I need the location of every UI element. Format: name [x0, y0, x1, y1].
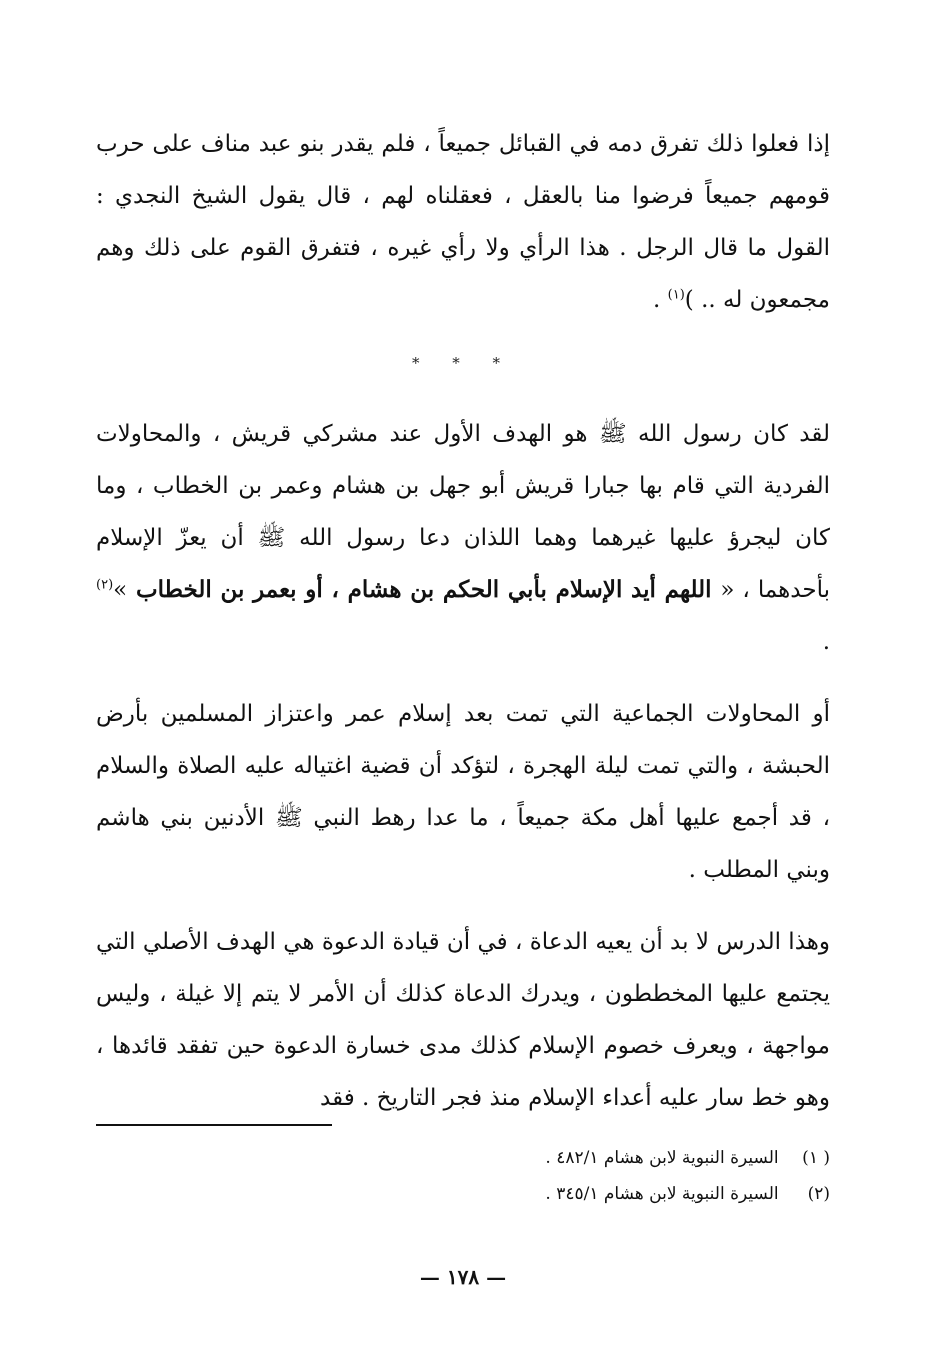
footnote-2 — [96, 1176, 830, 1212]
paragraph-4: وهذا الدرس لا بد أن يعيه الدعاة ، في أن قيادة الدعوة هي الهدف الأصلي التي يجتمع عليها المخططون ، ويدرك الدعاة كذلك أن الأمر لا يتم إلا غيلة ، وليس مواجهة ، ويعرف خصوم الإسلام كذلك مدى خسارة الدعوة حين تفقد قائدها ، وهو خط سار عليه أعداء الإسلام منذ فجر التاريخ . فقد — [96, 929, 830, 1111]
footnotes — [96, 1140, 830, 1212]
paragraph-2-end: . — [822, 629, 830, 655]
footnote-ref-2[interactable]: (٢) — [96, 577, 114, 593]
footnote-ref-1[interactable]: (١) — [667, 287, 685, 303]
footnote-1-mark: ( ١) — [802, 1148, 830, 1168]
footnote-2-mark: (٢) — [807, 1184, 830, 1204]
footnote-1 — [96, 1140, 830, 1176]
paragraph-2-text: لقد كان رسول الله ﷺ هو الهدف الأول عند مشركي قريش ، والمحاولات الفردية التي قام بها جبارا قريش أبو جهل بن هشام وعمر بن الخطاب ، وما كان ليجرؤ عليها غيرهما وهما اللذان دعا رسول الله ﷺ أن يعزّ الإسلام بأحدهما ، « — [96, 421, 830, 603]
main-text — [96, 118, 830, 1124]
footnote-2-text: السيرة النبوية لابن هشام ٣٤٥/١ . — [545, 1184, 779, 1204]
paragraph-3: أو المحاولات الجماعية التي تمت بعد إسلام عمر واعتزاز المسلمين بأرض الحبشة ، والتي تمت ليلة الهجرة ، لتؤكد أن قضية اغتياله عليه الصلاة والسلام ، قد أجمع عليها أهل مكة جميعاً ، ما عدا رهط النبي ﷺ الأدنين بني هاشم وبني المطلب . — [96, 701, 830, 883]
quote-close: » — [113, 577, 128, 603]
paragraph-2 — [96, 408, 830, 668]
paragraph-1 — [96, 118, 830, 326]
section-separator: * * * — [411, 354, 515, 372]
paragraph-1-text: إذا فعلوا ذلك تفرق دمه في القبائل جميعاً ، فلم يقدر بنو عبد مناف على حرب قومهم جميعاً فرضوا منا بالعقل ، فعقلناه لهم ، قال يقول الشيخ النجدي : القول ما قال الرجل . هذا الرأي ولا رأي غيره ، فتفرق القوم على ذلك وهم مجمعون له .. ) — [96, 131, 830, 313]
hadith-quote: اللهم أيد الإسلام بأبي الحكم بن هشام ، أو بعمر بن الخطاب — [127, 576, 721, 603]
paragraph-1-end: . — [653, 287, 668, 313]
page-number: — ١٧٨ — — [419, 1265, 507, 1289]
footnote-1-text: السيرة النبوية لابن هشام ٤٨٢/١ . — [545, 1148, 779, 1168]
footnote-divider — [96, 1124, 332, 1126]
